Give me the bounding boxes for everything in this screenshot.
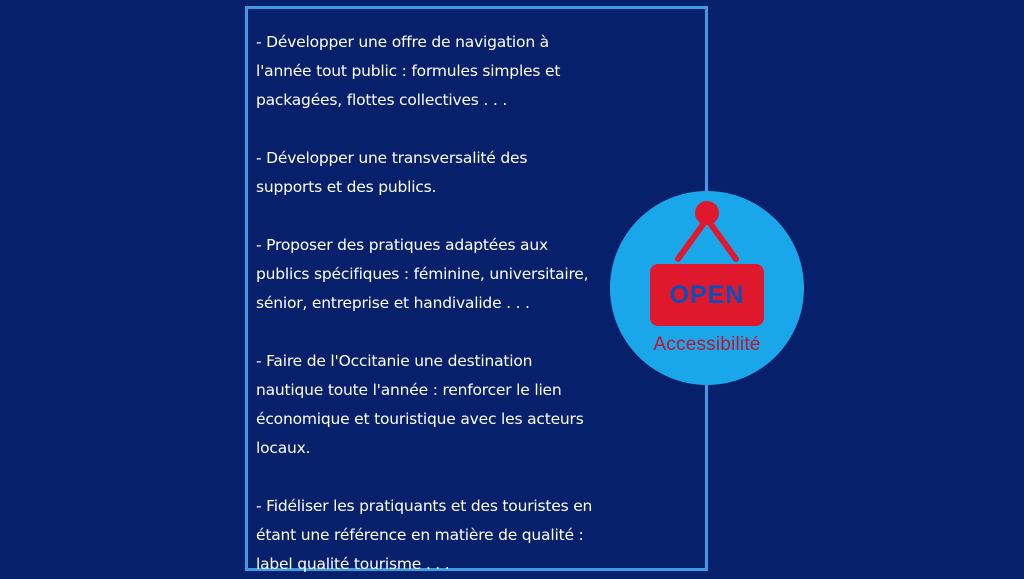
accessibility-label: Accessibilité [653,334,761,355]
list-item: - Développer une transversalité des supports et des publics. [256,149,528,196]
objectives-list [256,28,616,579]
list-item: - Proposer des pratiques adaptées aux publics spécifiques : féminine, universitaire, sénior, entreprise et handivalide . . . [256,236,589,312]
list-item: - Développer une offre de navigation à l'année tout public : formules simples et packagées, flottes collectives . . . [256,33,561,109]
sign-open-text: OPEN [669,281,745,309]
list-item: - Fidéliser les pratiquants et des touristes en étant une référence en matière de qualité : label qualité tourisme . . . [256,497,593,573]
accessibility-badge [610,191,804,385]
list-item: - Faire de l'Occitanie une destination nautique toute l'année : renforcer le lien économique et touristique avec les acteurs locaux. [256,352,584,457]
